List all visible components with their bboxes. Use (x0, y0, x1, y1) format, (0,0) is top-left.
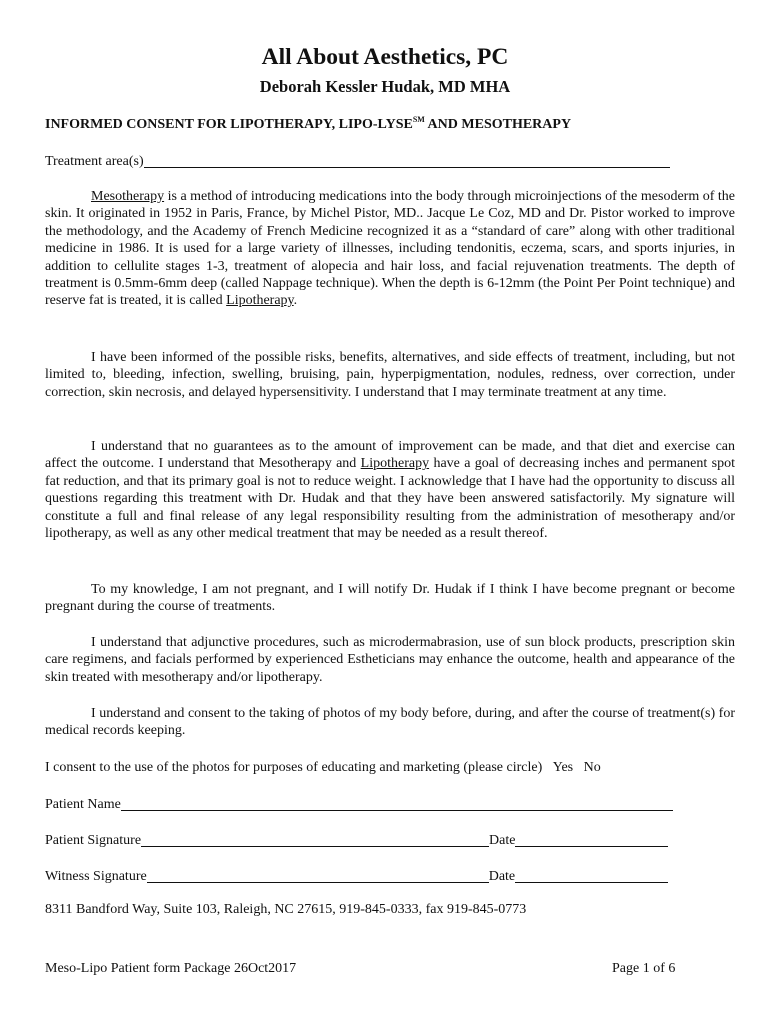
footer-page-number: Page 1 of 6 (612, 961, 676, 976)
treatment-area-label: Treatment area(s) (45, 154, 144, 169)
patient-name-field[interactable] (121, 795, 673, 811)
treatment-area-row (45, 152, 670, 170)
paragraph-text: is a method of introducing medications into the body through microinjections of the mesoderm of the skin. It originated in 1952 in Paris, France, by Michel Pistor, MD.. Jacque Le Coz, MD and Dr. Pistor worked to improve the methodology, and the Academy of French Medicine recognized it as a “standard of care” along with other traditional medicine in 1986. It is used for a large variety of illnesses, including tendonitis, eczema, scars, and sports injuries, in addition to cellulite stages 1-3, treatment of alopecia and hair loss, and facial rejuvenation treatments. The depth of treatment is 0.5mm-6mm deep (called Nappage technique). When the depth is 6-12mm (the Point Per Point technique) and reserve fat is treated, it is called (45, 189, 735, 309)
paragraph-guarantees (45, 438, 735, 542)
patient-date-field[interactable] (515, 831, 668, 847)
paragraph-text: To my knowledge, I am not pregnant, and I will notify Dr. Hudak if I think I have become pregnant or become pregnant during the course of treatments. (45, 582, 735, 615)
patient-signature-row (45, 831, 668, 849)
patient-name-row (45, 795, 673, 813)
patient-name-label: Patient Name (45, 797, 121, 812)
paragraph-text: I have been informed of the possible risks, benefits, alternatives, and side effects of treatment, including, but not limited to, bleeding, infection, swelling, bruising, pain, hyperpigmentation, nodules, redness, over correction, under correction, skin necrosis, and delayed hypersensitivity. I understand that I may terminate treatment at any time. (45, 350, 735, 400)
form-title-main: INFORMED CONSENT FOR LIPOTHERAPY, LIPO-LYSE (45, 117, 413, 132)
term-lipotherapy: Lipotherapy (226, 293, 294, 309)
form-title (45, 115, 571, 133)
patient-date-label: Date (489, 833, 516, 848)
witness-signature-field[interactable] (147, 867, 489, 883)
organization-name: All About Aesthetics, PC (261, 44, 509, 70)
doctor-name: Deborah Kessler Hudak, MD MHA (259, 77, 511, 96)
witness-date-field[interactable] (515, 867, 668, 883)
paragraph-text: I understand that adjunctive procedures, such as microdermabrasion, use of sun block products, prescription skin care regimens, and facials performed by experienced Estheticians may enhance the outcome, health and appearance of the skin treated with mesotherapy and/or lipotherapy. (45, 635, 735, 685)
photo-consent-yes[interactable]: Yes (552, 760, 574, 775)
paragraph-pregnancy (45, 581, 735, 616)
office-address: 8311 Bandford Way, Suite 103, Raleigh, NC 27615, 919-845-0333, fax 919-845-0773 (45, 902, 527, 917)
footer-form-id: Meso-Lipo Patient form Package 26Oct2017 (45, 961, 297, 976)
paragraph-text: have a goal of decreasing inches and permanent spot fat reduction, and that its primary goal is not to reduce weight. I acknowledge that I have had the opportunity to discuss all questions regarding this treatment with Dr. Hudak and that they have been answered satisfactorily. My signature will constitute a full and final release of any legal responsibility resulting from the administration of mesotherapy and/or lipotherapy, as well as any other medical treatment that may be needed as a result thereof. (45, 456, 735, 542)
paragraph-end: . (293, 293, 298, 309)
photo-consent-row (45, 760, 601, 776)
patient-signature-label: Patient Signature (45, 833, 142, 848)
witness-date-label: Date (488, 869, 516, 884)
photo-consent-text: I consent to the use of the photos for purposes of educating and marketing (please circle) (45, 760, 543, 775)
treatment-area-field[interactable] (144, 152, 670, 168)
photo-consent-no[interactable]: No (583, 760, 601, 775)
term-mesotherapy: Mesotherapy (91, 189, 165, 204)
paragraph-adjunctive (45, 634, 735, 686)
paragraph-photos (45, 705, 735, 740)
term-lipotherapy: Lipotherapy (360, 456, 430, 472)
service-mark: SM (412, 115, 425, 124)
paragraph-risks (45, 349, 735, 401)
witness-signature-label: Witness Signature (45, 869, 147, 884)
form-title-end: AND MESOTHERAPY (424, 117, 572, 132)
paragraph-mesotherapy (45, 188, 735, 310)
paragraph-text: I understand and consent to the taking of photos of my body before, during, and after the course of treatment(s) for medical records keeping. (45, 706, 735, 739)
witness-signature-row (45, 867, 668, 885)
patient-signature-field[interactable] (141, 831, 489, 847)
paragraph-text: I understand that no guarantees as to the amount of improvement can be made, and that diet and exercise can affect the outcome. I understand that Mesotherapy and (45, 439, 735, 472)
